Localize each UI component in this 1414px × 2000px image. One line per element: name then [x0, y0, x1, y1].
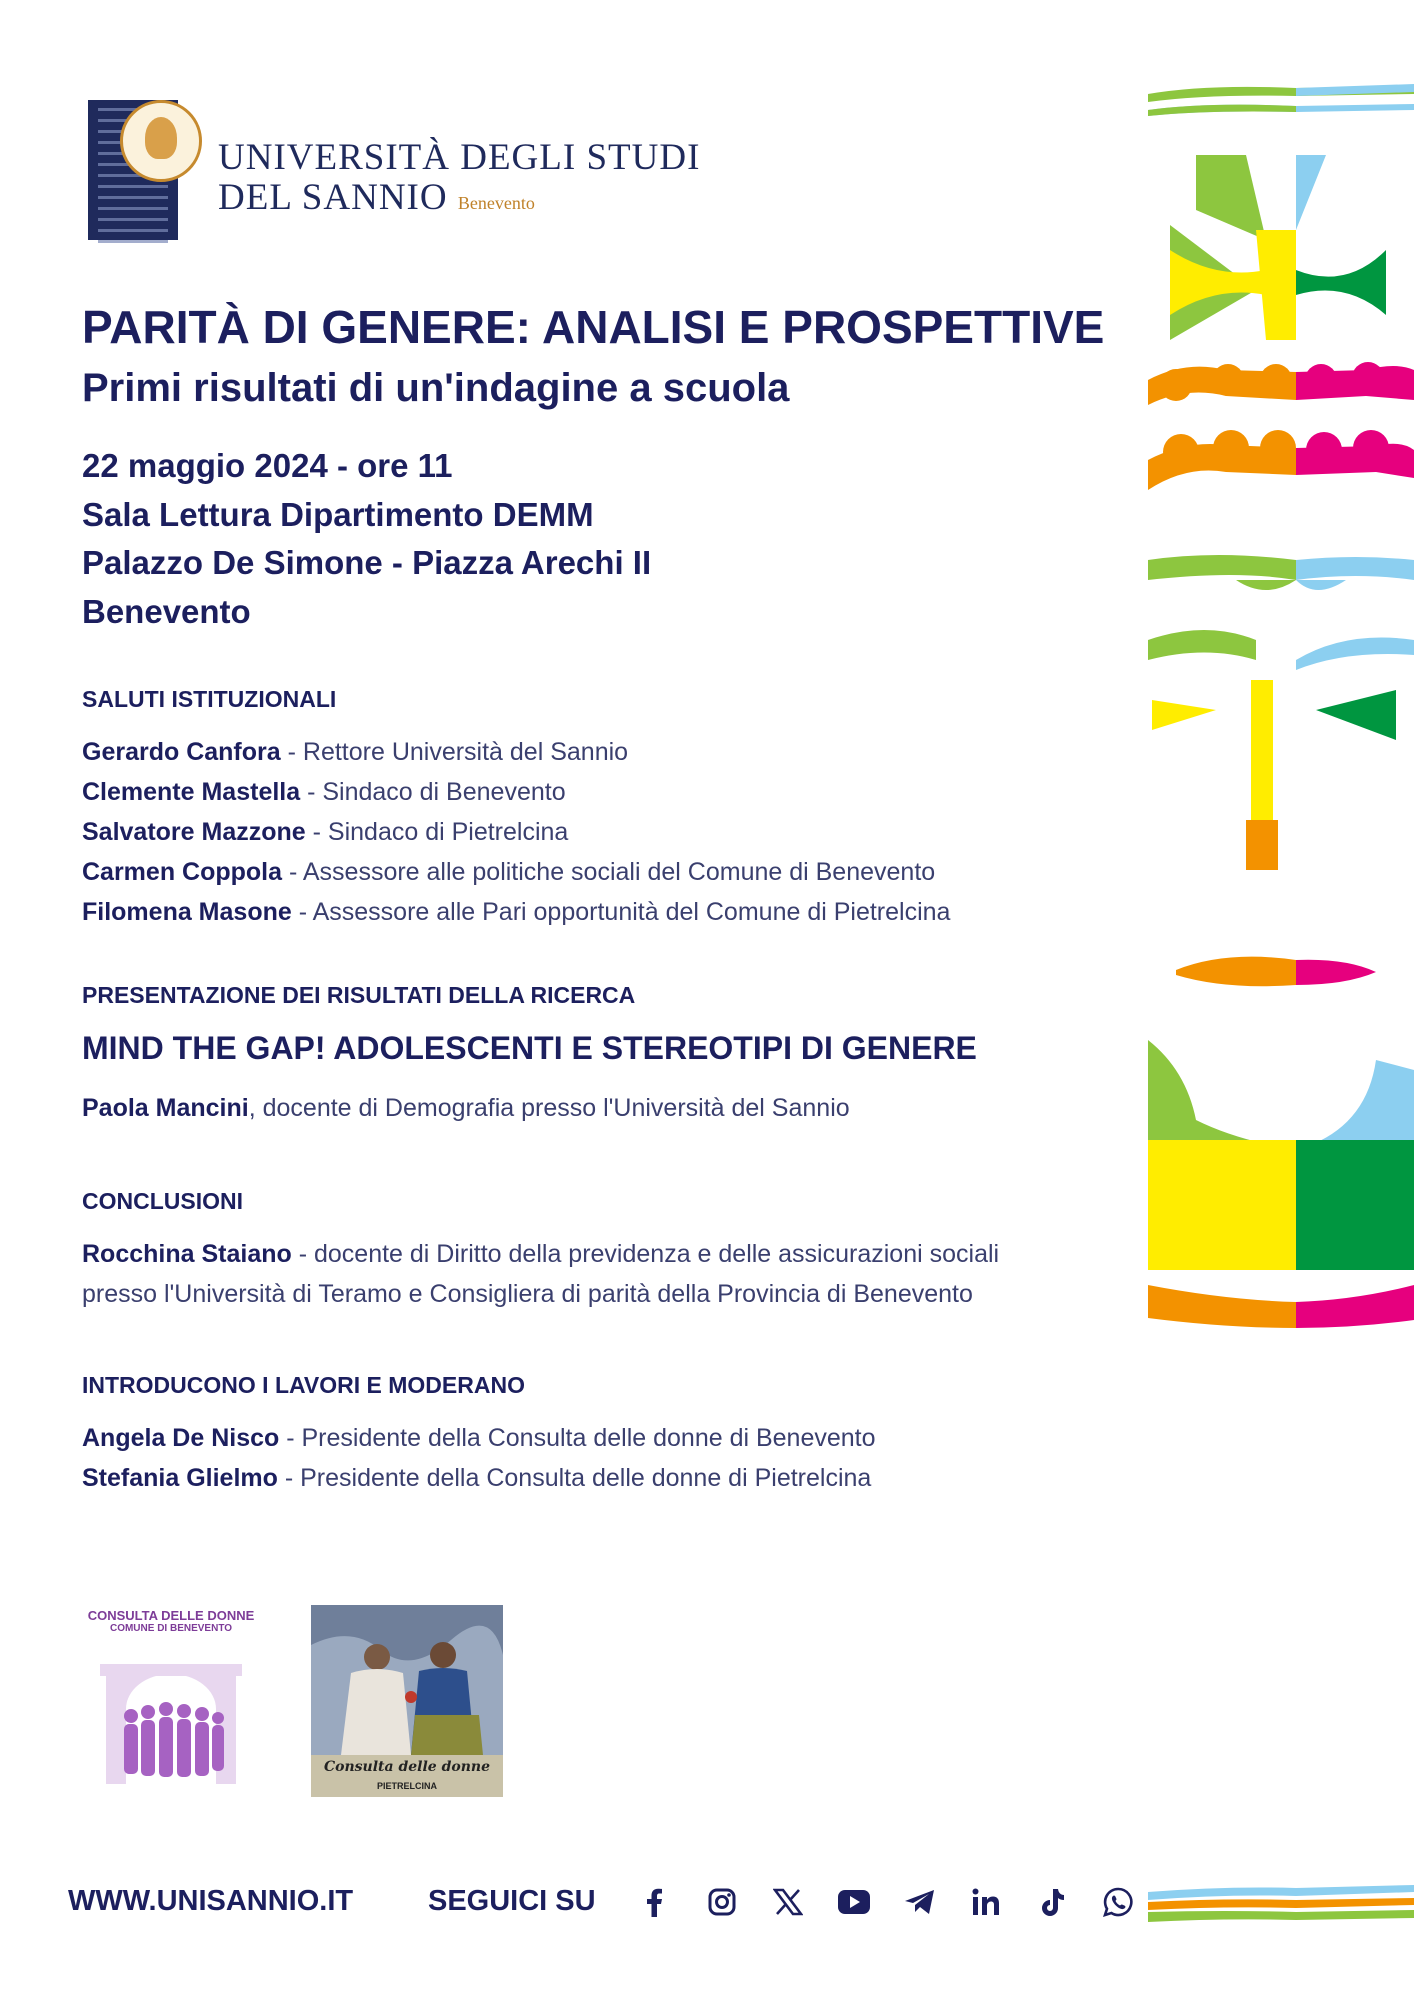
facebook-icon[interactable] [636, 1884, 672, 1920]
section-heading-conclusioni: CONCLUSIONI [82, 1188, 243, 1214]
telegram-icon[interactable] [902, 1884, 938, 1920]
page-subtitle: Primi risultati di un'indagine a scuola [82, 366, 790, 410]
speaker-role: - Rettore Università del Sannio [280, 738, 629, 766]
research-title: MIND THE GAP! ADOLESCENTI E STEREOTIPI DI GENERE [82, 1030, 977, 1066]
section-heading-presentazione: PRESENTAZIONE DEI RISULTATI DELLA RICERCA [82, 982, 636, 1008]
linkedin-icon[interactable] [968, 1884, 1004, 1920]
speaker-name: Carmen Coppola [82, 858, 283, 886]
page-title: PARITÀ DI GENERE: ANALISI E PROSPETTIVE [82, 301, 1105, 353]
event-address: Palazzo De Simone - Piazza Arechi II [82, 544, 652, 581]
moderano-row [82, 1458, 871, 1498]
speaker-role: - Sindaco di Benevento [300, 778, 566, 806]
university-line1: UNIVERSITÀ DEGLI STUDI [218, 137, 701, 178]
speaker-role: - Assessore alle Pari opportunità del Comune di Pietrelcina [291, 898, 951, 926]
consulta-benevento-logo [86, 1608, 256, 1796]
instagram-icon[interactable] [704, 1884, 740, 1920]
speaker-role: - Presidente della Consulta delle donne di Pietrelcina [277, 1464, 872, 1492]
speaker-name: Clemente Mastella [82, 778, 301, 806]
speaker-role: - docente di Diritto della previdenza e delle assicurazioni sociali [291, 1240, 1000, 1268]
whatsapp-icon[interactable] [1100, 1884, 1136, 1920]
tiktok-icon[interactable] [1034, 1884, 1070, 1920]
speaker-name: Salvatore Mazzone [82, 818, 306, 846]
presentazione-row [82, 1088, 850, 1128]
event-info [82, 442, 651, 636]
event-city: Benevento [82, 592, 251, 630]
consulta-pietrelcina-logo [311, 1605, 503, 1797]
university-city: Benevento [457, 193, 535, 213]
event-date: 22 maggio 2024 - ore 11 [82, 447, 453, 484]
section-heading-saluti: SALUTI ISTITUZIONALI [82, 686, 337, 712]
consulta-benevento-subtitle: COMUNE DI BENEVENTO [109, 1623, 233, 1634]
speaker-name: Gerardo Canfora [82, 738, 281, 766]
consulta-benevento-figures-icon [86, 1634, 256, 1790]
consulta-pietrelcina-subtitle: PIETRELCINA [376, 1781, 437, 1791]
speaker-role: - Sindaco di Pietrelcina [305, 818, 569, 846]
speaker-role-continued: presso l'Università di Teramo e Consigliera di parità della Provincia di Benevento [82, 1280, 973, 1308]
conclusioni-row [82, 1234, 999, 1274]
follow-us-label: SEGUICI SU [428, 1885, 596, 1917]
university-name [218, 138, 700, 223]
speaker-name: Rocchina Staiano [82, 1240, 292, 1268]
speaker-name: Angela De Nisco [82, 1424, 280, 1452]
youtube-icon[interactable] [836, 1884, 872, 1920]
website-link[interactable]: WWW.UNISANNIO.IT [68, 1885, 354, 1917]
event-venue: Sala Lettura Dipartimento DEMM [82, 495, 594, 533]
saluti-row [82, 812, 568, 852]
saluti-row [82, 852, 935, 892]
consulta-benevento-title: CONSULTA DELLE DONNE [87, 1608, 255, 1623]
speaker-role: - Assessore alle politiche sociali del Comune di Benevento [282, 858, 936, 886]
university-seal-icon [120, 100, 202, 182]
speaker-name: Stefania Glielmo [82, 1464, 278, 1492]
speaker-name: Filomena Masone [82, 898, 292, 926]
speaker-role: - Presidente della Consulta delle donne di Benevento [279, 1424, 876, 1452]
speaker-name: Paola Mancini [82, 1094, 249, 1122]
speaker-role: , docente di Demografia presso l'Università del Sannio [248, 1094, 850, 1122]
saluti-row [82, 772, 566, 812]
university-line2: DEL SANNIO [218, 177, 448, 218]
decorative-face-graphic [1146, 80, 1414, 1980]
conclusioni-row-continued [82, 1274, 973, 1314]
saluti-row [82, 732, 628, 772]
x-icon[interactable] [770, 1884, 806, 1920]
saluti-row [82, 892, 950, 932]
section-heading-moderano: INTRODUCONO I LAVORI E MODERANO [82, 1372, 525, 1398]
consulta-pietrelcina-title: Consulta delle donne [324, 1759, 490, 1775]
moderano-row [82, 1418, 876, 1458]
